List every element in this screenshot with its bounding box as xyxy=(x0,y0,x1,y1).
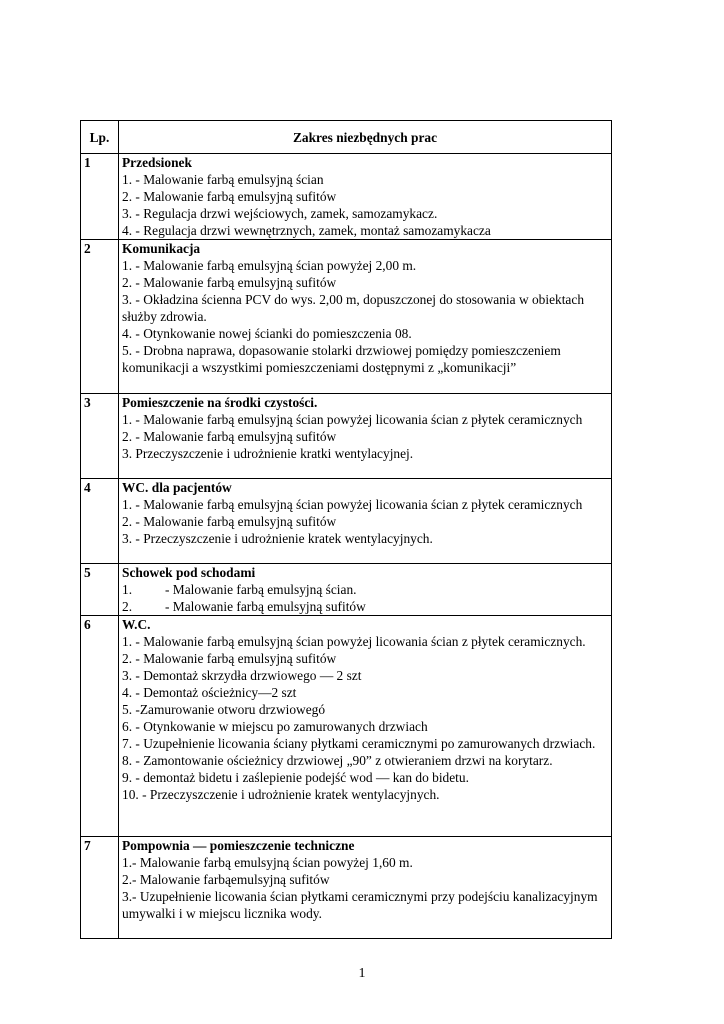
work-item: 2. - Malowanie farbą emulsyjną sufitów xyxy=(122,429,337,444)
table-row xyxy=(81,240,612,394)
section-title: Schowek pod schodami xyxy=(122,565,256,580)
works-table xyxy=(80,120,612,939)
section-title: Pompownia — pomieszczenie techniczne xyxy=(122,838,355,853)
row-content xyxy=(119,837,612,939)
item-text: - Malowanie farbą emulsyjną sufitów xyxy=(165,599,366,614)
table-row xyxy=(81,394,612,479)
work-item: 2. - Malowanie farbą emulsyjną sufitów xyxy=(122,275,337,290)
work-item xyxy=(122,598,608,615)
section-title: Przedsionek xyxy=(122,155,192,170)
row-content xyxy=(119,154,612,240)
work-item: 3. - Przeczyszczenie i udrożnienie kratek wentylacyjnych. xyxy=(122,531,433,546)
work-item: 1. - Malowanie farbą emulsyjną ścian powyżej licowania ścian z płytek ceramicznych. xyxy=(122,634,586,649)
item-number: 2. xyxy=(122,599,133,614)
section-title: Komunikacja xyxy=(122,241,201,256)
work-item: 3. - Regulacja drzwi wejściowych, zamek, samozamykacz. xyxy=(122,206,438,221)
work-item: 4. - Regulacja drzwi wewnętrznych, zamek, montaż samozamykacza xyxy=(122,223,491,238)
row-number: 3 xyxy=(81,394,119,479)
work-item: 5. -Zamurowanie otworu drzwiowegó xyxy=(122,702,326,717)
work-item: 3.- Uzupełnienie licowania ścian płytkami ceramicznymi przy podejściu kanalizacyjnym umywalki i w miejscu licznika wody. xyxy=(122,889,598,921)
work-item: 4. - Demontaż ościeżnicy—2 szt xyxy=(122,685,297,700)
item-number: 1. xyxy=(122,582,133,597)
header-scope: Zakres niezbędnych prac xyxy=(119,121,612,154)
work-item: 1. - Malowanie farbą emulsyjną ścian xyxy=(122,172,324,187)
work-item: 10. - Przeczyszczenie i udrożnienie kratek wentylacyjnych. xyxy=(122,787,440,802)
work-item: 2. - Malowanie farbą emulsyjną sufitów xyxy=(122,189,337,204)
table-row xyxy=(81,479,612,564)
table-row xyxy=(81,616,612,837)
row-content xyxy=(119,394,612,479)
work-item: 2. - Malowanie farbą emulsyjną sufitów xyxy=(122,514,337,529)
section-title: WC. dla pacjentów xyxy=(122,480,232,495)
work-item: 2.- Malowanie farbąemulsyjną sufitów xyxy=(122,872,330,887)
row-number: 5 xyxy=(81,564,119,616)
work-item: 3. - Demontaż skrzydła drzwiowego — 2 szt xyxy=(122,668,362,683)
work-item: 6. - Otynkowanie w miejscu po zamurowanych drzwiach xyxy=(122,719,428,734)
work-item: 1. - Malowanie farbą emulsyjną ścian powyżej licowania ścian z płytek ceramicznych xyxy=(122,412,583,427)
row-content xyxy=(119,616,612,837)
row-number: 7 xyxy=(81,837,119,939)
work-item: 3. Przeczyszczenie i udrożnienie kratki wentylacyjnej. xyxy=(122,446,414,461)
row-content xyxy=(119,240,612,394)
row-number: 4 xyxy=(81,479,119,564)
row-number: 1 xyxy=(81,154,119,240)
item-text: - Malowanie farbą emulsyjną ścian. xyxy=(165,582,357,597)
row-number: 2 xyxy=(81,240,119,394)
section-title: Pomieszczenie na środki czystości. xyxy=(122,395,318,410)
header-lp: Lp. xyxy=(81,121,119,154)
work-item: 8. - Zamontowanie ościeżnicy drzwiowej „90” z otwieraniem drzwi na korytarz. xyxy=(122,753,553,768)
table-row xyxy=(81,837,612,939)
work-item: 9. - demontaż bidetu i zaślepienie podejść wod — kan do bidetu. xyxy=(122,770,469,785)
work-item: 1. - Malowanie farbą emulsyjną ścian powyżej 2,00 m. xyxy=(122,258,417,273)
work-item: 3. - Okładzina ścienna PCV do wys. 2,00 m, dopuszczonej do stosowania w obiektach służby zdrowia. xyxy=(122,292,585,324)
row-content xyxy=(119,564,612,616)
table-row xyxy=(81,564,612,616)
page-number: 1 xyxy=(358,966,366,981)
table-row xyxy=(81,154,612,240)
work-item: 1.- Malowanie farbą emulsyjną ścian powyżej 1,60 m. xyxy=(122,855,413,870)
work-item: 7. - Uzupełnienie licowania ściany płytkami ceramicznymi po zamurowanych drzwiach. xyxy=(122,736,596,751)
section-title: W.C. xyxy=(122,617,151,632)
work-item: 4. - Otynkowanie nowej ścianki do pomieszczenia 08. xyxy=(122,326,412,341)
work-item: 5. - Drobna naprawa, dopasowanie stolarki drzwiowej pomiędzy pomieszczeniem komunikacji a wszystkimi pomieszczeniami dostępnymi z „komunikacji” xyxy=(122,343,561,375)
work-item: 1. - Malowanie farbą emulsyjną ścian powyżej licowania ścian z płytek ceramicznych xyxy=(122,497,583,512)
row-number: 6 xyxy=(81,616,119,837)
row-content xyxy=(119,479,612,564)
work-item xyxy=(122,581,608,598)
table-header-row xyxy=(81,121,612,154)
work-item: 2. - Malowanie farbą emulsyjną sufitów xyxy=(122,651,337,666)
